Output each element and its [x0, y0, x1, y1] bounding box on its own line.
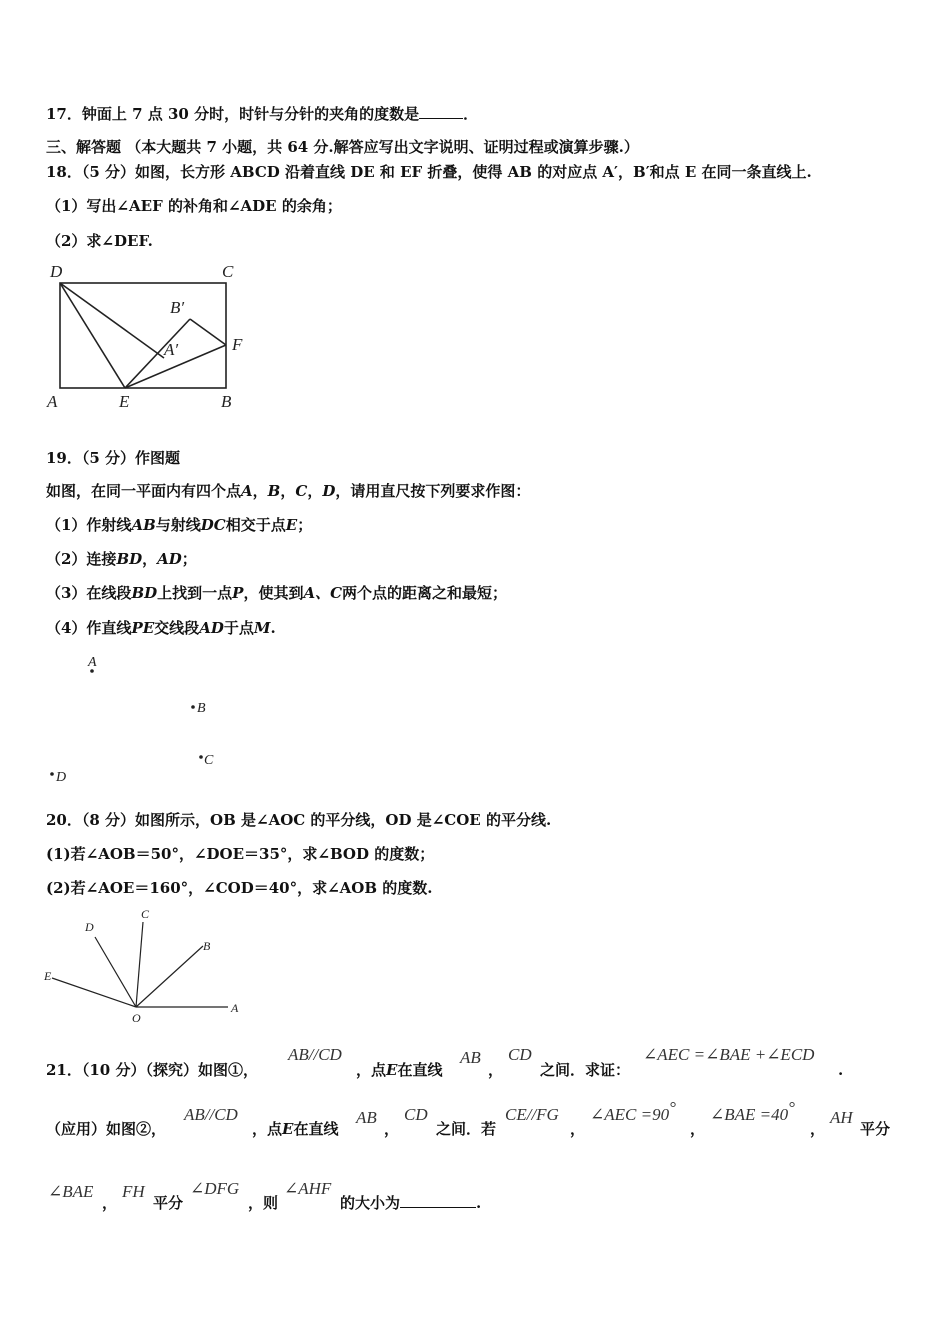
q21-line1-end: . — [838, 1061, 844, 1079]
q19-p1-text2: 与射线 — [155, 516, 201, 534]
q21-line1-sep: ， — [488, 1061, 504, 1079]
q20-label-b: B — [203, 939, 211, 953]
q19-p4-m: M — [253, 619, 271, 637]
q19-p3-ac: A、C — [303, 584, 343, 602]
q19-p4-end: . — [270, 619, 276, 637]
q19-p4-pe: PE — [131, 619, 155, 637]
q19-p1-end: ； — [297, 516, 313, 534]
q19-p2-sep: ， — [142, 550, 158, 568]
q20-label-e: E — [44, 969, 52, 983]
q20-stem: 20．（8 分）如图所示，OB 是∠AOC 的平分线，OD 是∠COE 的平分线. — [46, 811, 552, 829]
q21-line1-e: E — [386, 1061, 398, 1079]
q19-p4-ad: AD — [199, 619, 224, 637]
q18-seg-b1f — [190, 319, 226, 345]
q19-pt-d: D — [322, 482, 336, 500]
q18-stem: 18．（5 分）如图，长方形 ABCD 沿着直线 DE 和 EF 折叠，使得 AB 的对应点 A′，B′和点 E 在同一条直线上. — [46, 163, 812, 181]
q18-rect-abcd — [60, 283, 226, 388]
q18-label-b1: B′ — [170, 298, 185, 317]
q21-line2-bisect: 平分 — [860, 1120, 891, 1138]
q21-line2-text2: 在直线 — [293, 1120, 339, 1138]
q21-line3-math-dfg: ∠DFG — [190, 1179, 240, 1198]
q18-seg-eb1 — [125, 319, 190, 388]
q21-line2-bae-text: ∠BAE =40 — [710, 1105, 789, 1124]
q19-p1-dc: DC — [200, 516, 226, 534]
q19-pt-b: B — [267, 482, 281, 500]
q19-p3-text3: ，使其到 — [243, 584, 304, 602]
q20-label-d: D — [85, 920, 94, 934]
q19-title: 19．（5 分）作图题 — [46, 449, 181, 467]
q21-line1-prove: 之间．求证： — [540, 1061, 631, 1079]
q19-intro-text: 如图，在同一平面内有四个点 — [46, 482, 242, 500]
q21-line3-bisect: 平分 — [153, 1194, 184, 1212]
q19-point-b — [191, 705, 195, 709]
q19-p3-bd: BD — [131, 584, 158, 602]
q21-line2-text: ，点 — [252, 1120, 283, 1138]
q18-label-e: E — [119, 392, 130, 411]
q21-line3-end: . — [476, 1194, 482, 1212]
q19-label-d: D — [56, 770, 67, 785]
q21-line2-sep4: ， — [810, 1120, 826, 1138]
q19-p2-bd: BD — [116, 550, 143, 568]
q18-figure-rectangle-fold — [40, 255, 260, 415]
q18-label-d: D — [50, 262, 63, 281]
q21-line3-size — [340, 1193, 481, 1213]
q21-line3-math-bae: ∠BAE — [48, 1182, 94, 1201]
q21-line2-math-ab-par-cd: AB//CD — [184, 1105, 238, 1124]
q21-line2-math-cd: CD — [404, 1105, 428, 1124]
q21-line3-sep: ， — [102, 1194, 118, 1212]
q21-line2-point-e — [252, 1119, 338, 1139]
q21-line3-math-ahf: ∠AHF — [284, 1179, 332, 1198]
q19-p1-e: E — [285, 516, 298, 534]
q19-p3-text: （3）在线段 — [46, 584, 132, 602]
q17-text: 17．钟面上 7 点 30 分时，时针与分针的夹角的度数是 — [46, 105, 420, 123]
q20-ray-ob — [136, 946, 203, 1007]
q19-part3 — [46, 583, 507, 603]
q19-p2-end: ； — [181, 550, 197, 568]
q21-line1-math-ab-par-cd: AB//CD — [288, 1045, 342, 1064]
q19-label-c: C — [204, 753, 214, 768]
q19-figure-points — [40, 650, 240, 790]
section-3-heading: 三、解答题 （本大题共 7 小题，共 64 分.解答应写出文字说明、证明过程或演算步骤.） — [46, 138, 639, 156]
q19-part2 — [46, 549, 197, 569]
q21-line1-point-e — [356, 1060, 442, 1080]
q18-label-a1: A′ — [164, 340, 179, 359]
q18-label-f: F — [232, 335, 243, 354]
q19-point-d — [50, 772, 54, 776]
q20-label-c: C — [141, 907, 150, 921]
q19-p2-text: （2）连接 — [46, 550, 117, 568]
q18-label-b: B — [221, 392, 232, 411]
q19-label-a: A — [88, 655, 97, 670]
q21-line2-math-ah: AH — [830, 1108, 853, 1127]
q19-point-c — [199, 755, 203, 759]
q21-line2-aec-text: ∠AEC =90 — [590, 1105, 670, 1124]
q18-label-c: C — [222, 262, 234, 281]
q21-line2-sep3: ， — [690, 1120, 706, 1138]
q19-p2-ad: AD — [157, 550, 182, 568]
q17-answer-blank — [419, 104, 463, 119]
q19-label-b: B — [197, 701, 206, 716]
q20-label-a: A — [231, 1001, 239, 1015]
q21-line2-e: E — [282, 1120, 294, 1138]
q19-pt-c: C — [295, 482, 308, 500]
q21-line1-text2: 在直线 — [397, 1061, 443, 1079]
q20-part2: (2)若∠AOE＝160°，∠COD＝40°，求∠AOB 的度数. — [46, 879, 433, 897]
q19-p1-text3: 相交于点 — [225, 516, 286, 534]
q21-line2-math-aec — [590, 1098, 676, 1125]
q19-part4 — [46, 618, 276, 638]
q19-p4-text2: 交线段 — [154, 619, 200, 637]
q21-line2-aec-degree: ° — [669, 1098, 676, 1117]
q20-label-o: O — [132, 1011, 141, 1025]
q21-line2-between: 之间．若 — [436, 1120, 497, 1138]
q21-line1-math-ab: AB — [460, 1048, 481, 1067]
q19-p1-ab: AB — [131, 516, 156, 534]
q21-line2-math-ce-par-fg: CE//FG — [505, 1105, 559, 1124]
q20-part1: (1)若∠AOB＝50°，∠DOE＝35°，求∠BOD 的度数； — [46, 845, 435, 863]
q19-p3-p: P — [232, 584, 244, 602]
q21-line1-math-angle-eq: ∠AEC =∠BAE +∠ECD — [643, 1045, 815, 1064]
q21-line1-math-cd: CD — [508, 1045, 532, 1064]
q21-line3-text: 的大小为 — [340, 1194, 401, 1212]
q21-line2-math-bae — [710, 1098, 795, 1125]
q19-intro-text-end: ，请用直尺按下列要求作图： — [335, 482, 531, 500]
q20-figure-rays — [40, 900, 260, 1030]
q21-line2-sep2: ， — [570, 1120, 586, 1138]
q19-part1 — [46, 515, 312, 535]
q21-line2-math-ab: AB — [356, 1108, 377, 1127]
q20-ray-oc — [136, 922, 143, 1007]
q21-line1-lead: 21．（10 分）（探究）如图①， — [46, 1061, 258, 1079]
q21-line2-bae-degree: ° — [788, 1098, 795, 1117]
q17-line — [46, 104, 478, 124]
q18-seg-da1 — [60, 283, 164, 358]
q19-p4-text: （4）作直线 — [46, 619, 132, 637]
q18-seg-de — [60, 283, 125, 388]
q21-line2-lead: （应用）如图②， — [46, 1120, 167, 1138]
q18-part1: （1）写出∠AEF 的补角和∠ADE 的余角； — [46, 197, 342, 215]
q18-label-a: A — [47, 392, 58, 411]
q19-p3-text2: 上找到一点 — [157, 584, 233, 602]
q21-line2-sep1: ， — [384, 1120, 400, 1138]
q21-answer-blank — [400, 1193, 476, 1208]
q19-intro: 如图，在同一平面内有四个点A，B，C，D，请用直尺按下列要求作图： — [46, 482, 531, 500]
q19-p3-end: 两个点的距离之和最短； — [342, 584, 508, 602]
q19-p4-text3: 于点 — [223, 619, 254, 637]
q20-ray-od — [95, 937, 136, 1007]
q20-ray-oe — [52, 978, 136, 1007]
q19-pt-a: A — [241, 482, 253, 500]
q21-line1-text: ，点 — [356, 1061, 387, 1079]
q17-end: ． — [463, 105, 479, 123]
q18-part2: （2）求∠DEF. — [46, 232, 153, 250]
q21-line3-math-fh: FH — [122, 1182, 145, 1201]
q19-p1-text: （1）作射线 — [46, 516, 132, 534]
q21-line3-then: ，则 — [248, 1194, 279, 1212]
